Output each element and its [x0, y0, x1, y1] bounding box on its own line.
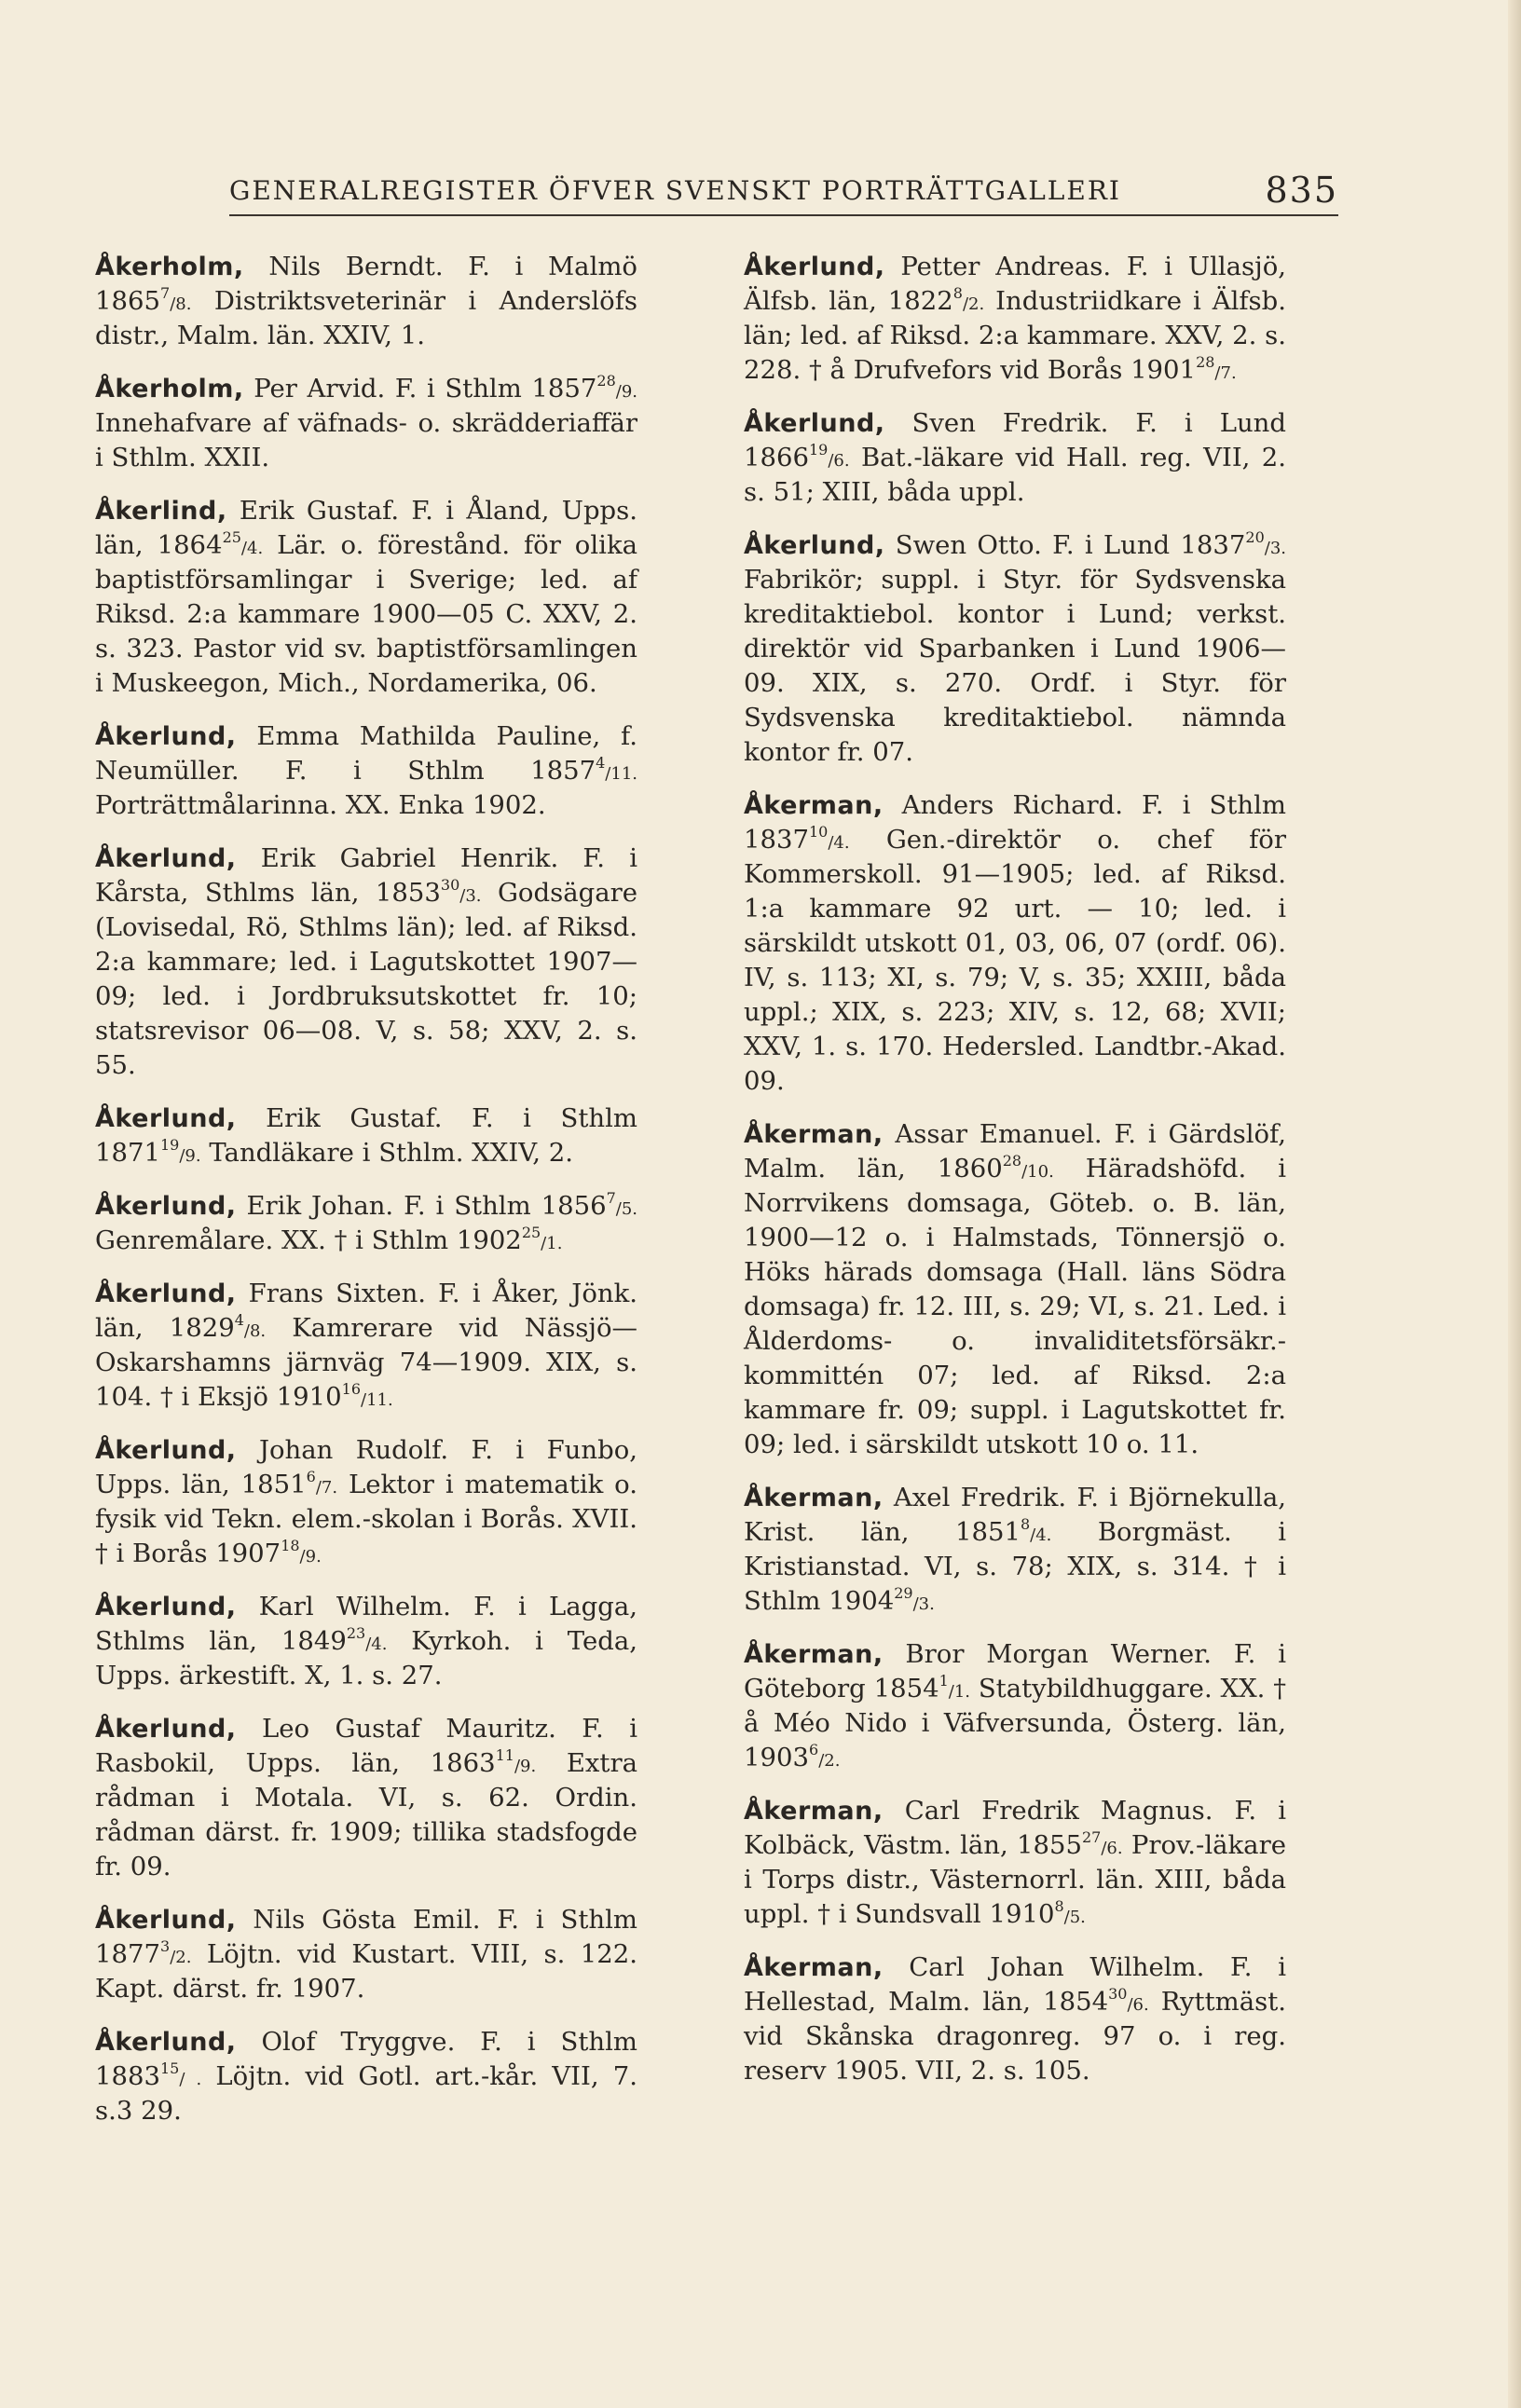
register-entry [744, 406, 1286, 510]
date-month: /4. [365, 1635, 388, 1654]
register-entry [95, 1590, 637, 1693]
date-month: /10. [1021, 1162, 1054, 1182]
entry-surname: Åkerlund, [744, 253, 885, 281]
date-month: /9. [299, 1547, 322, 1567]
page-number: 835 [1265, 170, 1338, 211]
entry-surname: Åkerman, [744, 1484, 884, 1512]
date-month: /3. [459, 886, 482, 906]
date-day: 30 [440, 876, 460, 894]
entry-text: Kamrerare vid Nässjö—Oskarshamns järnväg 74—1909. XIX, s. 104. † i Eksjö 1910 [95, 1313, 637, 1412]
entry-text: Leo Gustaf Mauritz. F. i Rasbokil, Upps. län, 1863 [95, 1714, 637, 1778]
entry-surname: Åkerlund, [95, 1906, 237, 1935]
date-month: / . [179, 2070, 202, 2089]
register-entry [744, 528, 1286, 770]
entry-surname: Åkerlind, [95, 497, 227, 526]
date-day: 29 [894, 1584, 913, 1602]
entry-text: Extra rådman i Motala. VI, s. 62. Ordin. rådman därst. fr. 1909; tillika stadsfogde fr. 09. [95, 1748, 637, 1881]
entry-text: Anders Richard. F. i Sthlm 1837 [744, 790, 1286, 855]
date-month: /9. [179, 1146, 201, 1166]
register-entry [744, 1950, 1286, 2088]
entry-text: Johan Rudolf. F. i Funbo, Upps. län, 1851 [95, 1435, 637, 1499]
date-day: 11 [495, 1746, 514, 1764]
entry-text: Karl Wilhelm. F. i Lagga, Sthlms län, 1849 [95, 1592, 637, 1656]
entry-text: Borgmäst. i Kristianstad. VI, s. 78; XIX, s. 314. † i Sthlm 1904 [744, 1517, 1286, 1616]
page-edge [1508, 0, 1521, 2408]
register-entry [95, 494, 637, 701]
date-day: 27 [1081, 1828, 1102, 1846]
register-entry [95, 1101, 637, 1170]
register-entry [744, 1481, 1286, 1619]
date-day: 30 [1108, 1985, 1128, 2003]
entry-text: Erik Gustaf. F. i Sthlm 1871 [95, 1103, 637, 1168]
entry-text: Nils Berndt. F. i Malmö 1865 [95, 252, 637, 316]
entry-text: Swen Otto. F. i Lund 1837 [884, 530, 1246, 560]
entry-text: Olof Tryggve. F. i Sthlm 1883 [95, 2027, 637, 2091]
entry-text: Industriidkare i Älfsb. län; led. af Riksd. 2:a kammare. XXV, 2. s. 228. † å Drufvefors vid Borås 1901 [744, 286, 1286, 385]
entry-surname: Åkerholm, [95, 375, 244, 404]
entry-surname: Åkerlund, [744, 409, 885, 438]
entry-surname: Åkerlund, [95, 1436, 237, 1465]
date-month: /4. [240, 539, 264, 558]
date-month: /8. [170, 294, 192, 314]
entry-surname: Åkerman, [744, 791, 884, 820]
date-day: 3 [160, 1937, 171, 1955]
entry-text: Statybildhuggare. XX. † å Méo Nido i Väfversunda, Österg. län, 1903 [744, 1674, 1286, 1772]
date-month: /3. [1264, 539, 1286, 558]
entry-surname: Åkerlund, [95, 2028, 237, 2057]
entry-text: Fabrikör; suppl. i Styr. för Sydsvenska kreditaktiebol. kontor i Lund; verkst. direktör vid Sparbanken i Lund 1906—09. XIX, s. 270. Ordf. i Styr. för Sydsvenska kreditaktiebol. nämnda kontor fr. 07. [744, 565, 1286, 767]
date-day: 8 [1020, 1515, 1031, 1533]
entry-text: Porträttmålarinna. XX. Enka 1902. [95, 790, 546, 820]
date-month: /5. [615, 1199, 637, 1219]
entry-text: Godsägare (Lovisedal, Rö, Sthlms län); led. af Riksd. 2:a kammare; led. i Lagutskottet 1907—09; led. i Jordbruksutskottet fr. 10; statsrevisor 06—08. V, s. 58; XXV, 2. s. 55. [95, 878, 638, 1080]
entry-text: Emma Mathilda Pauline, f. Neumüller. F. i Sthlm 1857 [95, 721, 637, 786]
date-month: /8. [243, 1321, 267, 1341]
entry-text: Assar Emanuel. F. i Gärdslöf, Malm. län, 1860 [744, 1119, 1286, 1183]
entry-text: Innehafvare af väfnads- o. skrädderiaffär i Sthlm. XXII. [95, 408, 637, 472]
entry-text: Bat.-läkare vid Hall. reg. VII, 2. s. 51; XIII, båda uppl. [744, 443, 1286, 507]
entry-surname: Åkerlund, [95, 1104, 237, 1133]
entry-surname: Åkerman, [744, 1953, 884, 1982]
entry-surname: Åkerlund, [95, 1715, 237, 1744]
entry-surname: Åkerlund, [95, 1192, 237, 1221]
register-entry [95, 250, 637, 353]
date-month: /2. [818, 1751, 841, 1771]
date-day: 6 [306, 1468, 316, 1485]
entry-text: Frans Sixten. F. i Åker, Jönk. län, 1829 [95, 1279, 637, 1343]
entry-text: Per Arvid. F. i Sthlm 1857 [243, 374, 597, 404]
register-entry [95, 1277, 637, 1415]
entry-text: Nils Gösta Emil. F. i Sthlm 1877 [95, 1905, 637, 1969]
date-month: /11. [605, 764, 637, 784]
entry-text: Axel Fredrik. F. i Björnekulla, Krist. län, 1851 [744, 1483, 1286, 1547]
date-day: 15 [160, 2059, 180, 2077]
entry-text: Distriktsveterinär i Anderslöfs distr., Malm. län. XXIV, 1. [95, 286, 637, 350]
entry-text: Lektor i matematik o. fysik vid Tekn. elem.-skolan i Borås. XVII. † i Borås 1907 [95, 1470, 637, 1568]
entry-text: Sven Fredrik. F. i Lund 1866 [744, 408, 1286, 472]
entry-text: Carl Johan Wilhelm. F. i Hellestad, Malm. län, 1854 [744, 1952, 1286, 2017]
entry-text: Erik Gustaf. F. i Åland, Upps. län, 1864 [95, 496, 637, 560]
date-month: /6. [1101, 1839, 1123, 1858]
register-entry [744, 1794, 1286, 1932]
date-day: 7 [606, 1189, 616, 1207]
entry-surname: Åkerholm, [95, 253, 244, 281]
entry-text: Erik Johan. F. i Sthlm 1856 [236, 1191, 607, 1221]
entry-surname: Åkerlund, [95, 844, 237, 873]
running-header [229, 168, 1338, 214]
date-month: /5. [1063, 1908, 1086, 1927]
entry-surname: Åkerlund, [95, 722, 237, 751]
date-month: /1. [541, 1234, 563, 1253]
entry-text: Bror Morgan Werner. F. i Göteborg 1854 [744, 1639, 1286, 1703]
register-entry [744, 1117, 1286, 1462]
date-day: 18 [281, 1537, 300, 1554]
register-entry [744, 788, 1286, 1099]
entry-text: Löjtn. vid Kustart. VIII, s. 122. Kapt. därst. fr. 1907. [95, 1939, 637, 2004]
register-entry [744, 1637, 1286, 1775]
register-entry [95, 841, 637, 1083]
date-day: 23 [346, 1624, 366, 1642]
date-month: /7. [1214, 363, 1237, 383]
register-entry [95, 2025, 637, 2128]
date-month: /4. [1030, 1526, 1052, 1545]
date-day: 20 [1245, 528, 1265, 546]
date-day: 25 [521, 1224, 541, 1241]
entry-surname: Åkerman, [744, 1120, 884, 1149]
entry-text: Genremålare. XX. † i Sthlm 1902 [95, 1225, 522, 1255]
right-column [744, 250, 1286, 2107]
date-day: 25 [222, 528, 241, 546]
date-month: /1. [948, 1682, 971, 1702]
entry-text: Löjtn. vid Gotl. art.-kår. VII, 7. s.3 29. [95, 2061, 637, 2126]
register-entry [95, 372, 637, 475]
entry-surname: Åkerlund, [744, 531, 885, 560]
date-day: 4 [596, 754, 606, 772]
date-day: 6 [809, 1741, 819, 1758]
header-title: GENERALREGISTER ÖFVER SVENSKT PORTRÄTTGALLERI [229, 175, 1121, 206]
entry-text: Prov.-läkare i Torps distr., Västernorrl. län. XIII, båda uppl. † i Sundsvall 1910 [744, 1830, 1286, 1929]
date-day: 28 [1196, 353, 1215, 371]
date-day: 28 [596, 372, 616, 390]
entry-surname: Åkerlund, [95, 1279, 237, 1308]
left-column [95, 250, 637, 2147]
date-month: /7. [315, 1478, 338, 1498]
entry-text: Ryttmäst. vid Skånska dragonreg. 97 o. i reg. reserv 1905. VII, 2. s. 105. [744, 1987, 1287, 2086]
date-day: 16 [341, 1380, 362, 1398]
entry-text: Carl Fredrik Magnus. F. i Kolbäck, Västm. län, 1855 [744, 1796, 1286, 1860]
entry-surname: Åkerlund, [95, 1593, 237, 1621]
date-day: 10 [809, 823, 829, 841]
entry-text: Häradshöfd. i Norrvikens domsaga, Göteb. o. B. län, 1900—12 o. i Halmstads, Tönnersjö o. Höks härads domsaga (Hall. läns Södra domsaga) fr. 12. III, s. 29; VI, s. 21. Led. i Ålderdoms- o. invaliditetsförsäkr.-kommittén 07; led. af Riksd. 2:a kammare fr. 09; suppl. i Lagutskottet fr. 09; led. i särskildt utskott 10 o. 11. [744, 1154, 1286, 1459]
date-day: 28 [1002, 1152, 1022, 1170]
date-day: 1 [939, 1672, 949, 1690]
register-entry [95, 719, 637, 823]
register-entry [95, 1903, 637, 2006]
date-month: /9. [514, 1757, 537, 1776]
date-month: /9. [615, 382, 637, 402]
entry-text: Kyrkoh. i Teda, Upps. ärkestift. X, 1. s. 27. [95, 1626, 637, 1690]
date-day: 8 [952, 284, 963, 302]
date-day: 8 [1054, 1897, 1064, 1915]
date-day: 7 [160, 284, 171, 302]
date-month: /3. [912, 1594, 935, 1614]
date-month: /2. [170, 1948, 192, 1967]
register-entry [95, 1189, 637, 1258]
register-entry [744, 250, 1286, 388]
entry-surname: Åkerman, [744, 1797, 884, 1826]
date-month: /11. [361, 1390, 393, 1410]
entry-text: Lär. o. förestånd. för olika baptistförsamlingar i Sverige; led. af Riksd. 2:a kammare 1900—05 C. XXV, 2. s. 323. Pastor vid sv. baptistförsamlingen i Muskeegon, Mich., Nordamerika, 06. [95, 530, 637, 698]
entry-text: Petter Andreas. F. i Ullasjö, Älfsb. län, 1822 [744, 252, 1286, 316]
entry-text: Tandläkare i Sthlm. XXIV, 2. [200, 1138, 573, 1168]
entry-surname: Åkerman, [744, 1640, 884, 1669]
register-entry [95, 1712, 637, 1884]
entry-text: Erik Gabriel Henrik. F. i Kårsta, Sthlms län, 1853 [95, 843, 637, 908]
date-month: /6. [1127, 1995, 1149, 2015]
date-month: /4. [828, 833, 850, 853]
register-entry [95, 1433, 637, 1571]
date-day: 19 [160, 1136, 180, 1154]
date-day: 4 [234, 1311, 244, 1329]
date-month: /2. [962, 294, 985, 314]
date-day: 19 [809, 441, 829, 458]
entry-text: Gen.-direktör o. chef för Kommerskoll. 91—1905; led. af Riksd. 1:a kammare 92 urt. — 10; led. i särskildt utskott 01, 03, 06, 07 (ordf. 06). IV, s. 113; XI, s. 79; V, s. 35; XXIII, båda uppl.; XIX, s. 223; XIV, s. 12, 68; XVII; XXV, 1. s. 170. Hedersled. Landtbr.-Akad. 09. [744, 825, 1286, 1096]
header-rule [229, 214, 1338, 216]
date-month: /6. [828, 451, 850, 471]
